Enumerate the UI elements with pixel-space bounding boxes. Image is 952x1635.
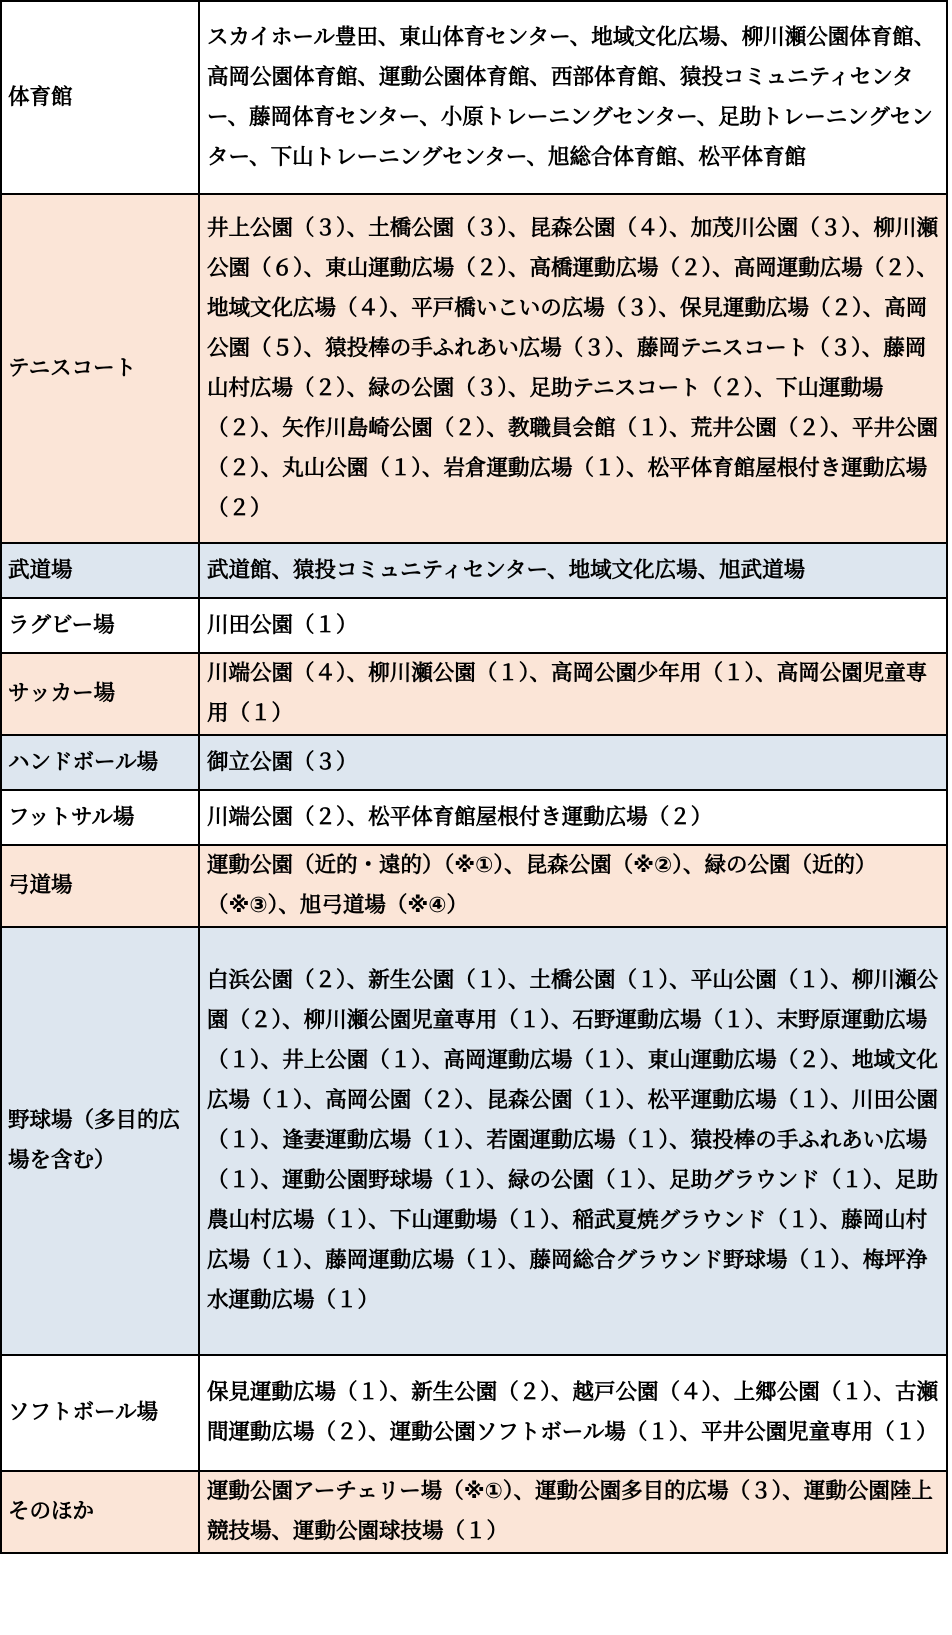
category-cell: そのほか bbox=[1, 1471, 199, 1553]
category-cell: サッカー場 bbox=[1, 653, 199, 735]
facilities-cell: 川端公園（２）、松平体育館屋根付き運動広場（２） bbox=[199, 790, 947, 845]
category-cell: テニスコート bbox=[1, 194, 199, 543]
category-cell: 武道場 bbox=[1, 543, 199, 598]
table-row bbox=[1, 1355, 947, 1471]
category-cell: フットサル場 bbox=[1, 790, 199, 845]
table-row bbox=[1, 543, 947, 598]
facilities-cell: 御立公園（３） bbox=[199, 735, 947, 790]
table-row bbox=[1, 653, 947, 735]
facilities-cell: 運動公園アーチェリー場（※①）、運動公園多目的広場（３）、運動公園陸上競技場、運動公園球技場（１） bbox=[199, 1471, 947, 1553]
facilities-cell: 武道館、猿投コミュニティセンター、地域文化広場、旭武道場 bbox=[199, 543, 947, 598]
table-row bbox=[1, 790, 947, 845]
category-cell: ソフトボール場 bbox=[1, 1355, 199, 1471]
table-row bbox=[1, 1471, 947, 1553]
table-row bbox=[1, 1, 947, 194]
category-cell: ラグビー場 bbox=[1, 598, 199, 653]
table-row bbox=[1, 194, 947, 543]
table-row bbox=[1, 845, 947, 927]
facilities-cell: 白浜公園（２）、新生公園（１）、土橋公園（１）、平山公園（１）、柳川瀬公園（２）、柳川瀬公園児童専用（１）、石野運動広場（１）、末野原運動広場（１）、井上公園（１）、高岡運動広場（１）、東山運動広場（２）、地域文化広場（１）、高岡公園（２）、昆森公園（１）、松平運動広場（１）、川田公園（１）、逢妻運動広場（１）、若園運動広場（１）、猿投棒の手ふれあい広場（１）、運動公園野球場（１）、緑の公園（１）、足助グラウンド（１）、足助農山村広場（１）、下山運動場（１）、稲武夏焼グラウンド（１）、藤岡山村広場（１）、藤岡運動広場（１）、藤岡総合グラウンド野球場（１）、梅坪浄水運動広場（１） bbox=[199, 927, 947, 1355]
facilities-cell: 井上公園（３）、土橋公園（３）、昆森公園（４）、加茂川公園（３）、柳川瀬公園（６）、東山運動広場（２）、高橋運動広場（２）、高岡運動広場（２）、地域文化広場（４）、平戸橋いこいの広場（３）、保見運動広場（２）、高岡公園（５）、猿投棒の手ふれあい広場（３）、藤岡テニスコート（３）、藤岡山村広場（２）、緑の公園（３）、足助テニスコート（２）、下山運動場（２）、矢作川島崎公園（２）、教職員会館（１）、荒井公園（２）、平井公園（２）、丸山公園（１）、岩倉運動広場（１）、松平体育館屋根付き運動広場（２） bbox=[199, 194, 947, 543]
category-cell: 体育館 bbox=[1, 1, 199, 194]
facilities-cell: 川田公園（１） bbox=[199, 598, 947, 653]
category-cell: 弓道場 bbox=[1, 845, 199, 927]
category-cell: 野球場（多目的広場を含む） bbox=[1, 927, 199, 1355]
table-row bbox=[1, 598, 947, 653]
facilities-cell: 川端公園（４）、柳川瀬公園（１）、高岡公園少年用（１）、高岡公園児童専用（１） bbox=[199, 653, 947, 735]
table-row bbox=[1, 735, 947, 790]
facilities-cell: スカイホール豊田、東山体育センター、地域文化広場、柳川瀬公園体育館、高岡公園体育館、運動公園体育館、西部体育館、猿投コミュニティセンター、藤岡体育センター、小原トレーニングセンター、足助トレーニングセンター、下山トレーニングセンター、旭総合体育館、松平体育館 bbox=[199, 1, 947, 194]
facilities-cell: 保見運動広場（１）、新生公園（２）、越戸公園（４）、上郷公園（１）、古瀬間運動広場（２）、運動公園ソフトボール場（１）、平井公園児童専用（１） bbox=[199, 1355, 947, 1471]
facilities-cell: 運動公園（近的・遠的）（※①）、昆森公園（※②）、緑の公園（近的）（※③）、旭弓道場（※④） bbox=[199, 845, 947, 927]
category-cell: ハンドボール場 bbox=[1, 735, 199, 790]
table-row bbox=[1, 927, 947, 1355]
